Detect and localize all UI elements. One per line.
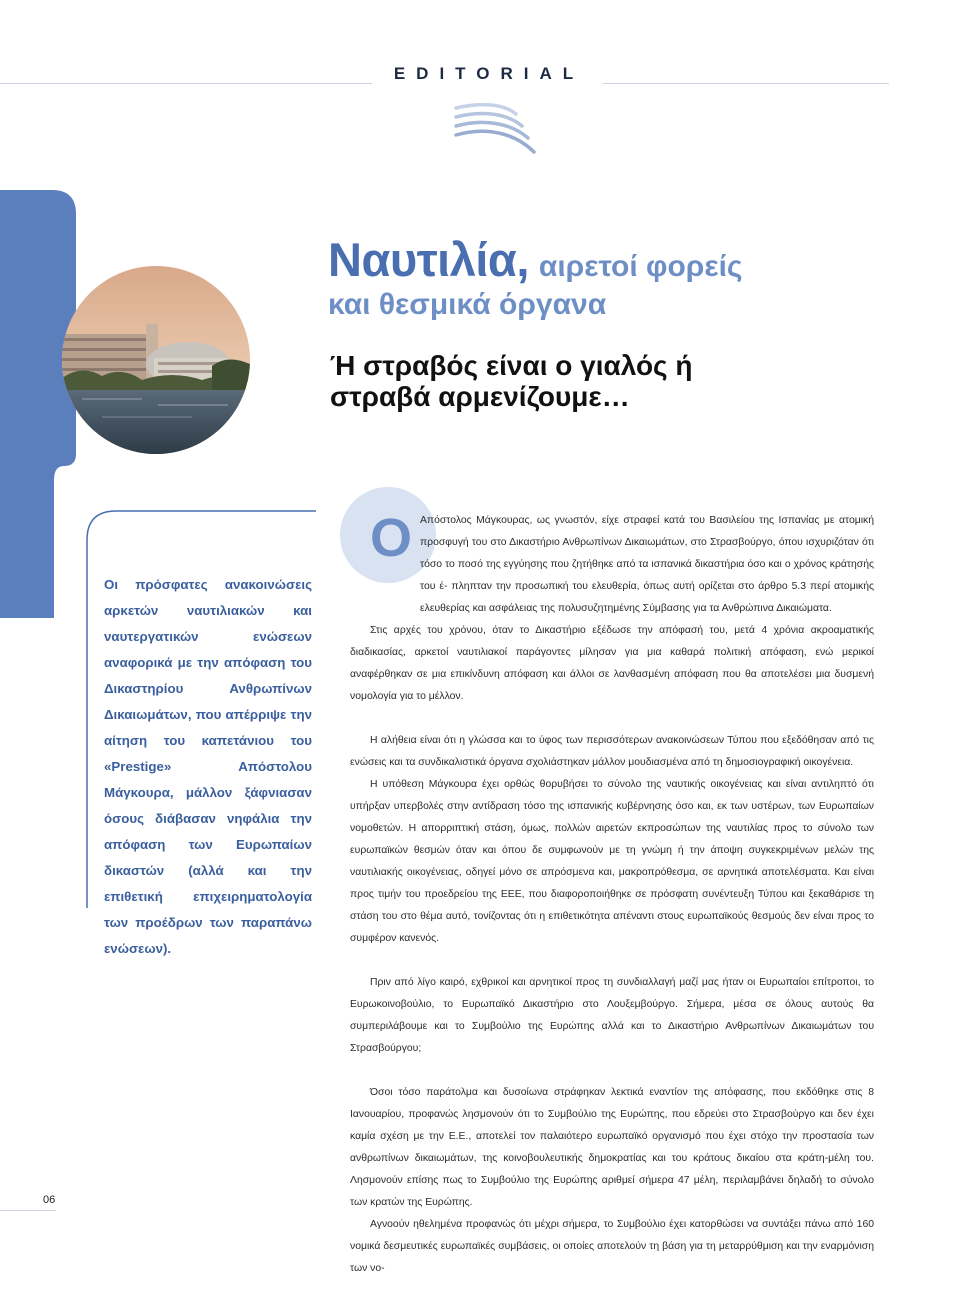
article-paragraph: Αγνοούν ηθελημένα προφανώς ότι μέχρι σήμερα, το Συμβούλιο έχει κατορθώσει να συντάξει πάνω από 160 νομικά δεσμευτικές ευρωπαϊκές συμβάσεις, οι οποίες αποτελούν τη βάση για τη μεταρρύθμιση και την εναρμόνιση των νο-	[350, 1219, 874, 1274]
strasbourg-court-photo	[62, 266, 250, 454]
article-paragraph: Όσοι τόσο παράτολμα και δυσοίωνα στράφηκαν λεκτικά εναντίον της απόφασης, που εκδόθηκε στις 8 Ιανουαρίου, προφανώς λησμονούν ότι το Συμβούλιο της Ευρώπης, που εδρεύει στο Στρασβούργο και δεν έχει καμία σχέση με την Ε.Ε., αποτελεί τον παλαιότερο ευρωπαϊκό οργανισμό που έχει στόχο την προστασία των ανθρωπίνων δικαιωμάτων, της κοινοβουλευτικής δημοκρατίας και του κράτους δικαίου στα κράτη-μέλη του. Λησμονούν επίσης πως το Συμβούλιο της Ευρώπης αριθμεί σήμερα 47 μέλη, περιλαμβάνει δηλαδή το σύνολο των κρατών της Ευρώπης.	[350, 1087, 874, 1208]
article-paragraph: Στις αρχές του χρόνου, όταν το Δικαστήριο εξέδωσε την απόφασή του, μετά 4 χρόνια ακροαματικής διαδικασίας, αρκετοί ναυτιλιακοί παράγοντες μίλησαν για μια καθαρά πολιτική απόφαση, ενώ μερικοί αναφέρθηκαν σε μια επικίνδυνη απόφαση και άλλοι σε λανθασμένη απόφαση που θα αποτελέσει μια δυσμενή νομολογία για το μέλλον.	[350, 625, 874, 702]
title-main: Ναυτιλία,	[328, 233, 529, 286]
article-paragraph: Πριν από λίγο καιρό, εχθρικοί και αρνητικοί προς τη συνδιαλλαγή μαζί μας ήταν οι Ευρωπαίοι επίτροποι, το Ευρωκοινοβούλιο, το Ευρωπαϊκό Δικαστήριο στο Λουξεμβούργο. Σήμερα, μέσα σε όλους αυτούς θα συμπεριλάβουμε και το Συμβούλιο της Ευρώπης αλλά και το Δικαστήριο Ανθρωπίνων Δικαιωμάτων του Στρασβούργου;	[350, 977, 874, 1054]
article-paragraph	[350, 510, 874, 620]
subtitle: Ή στραβός είναι ο γιαλός ή στραβά αρμενίζουμε…	[330, 350, 693, 412]
article-paragraph-rest: πληπταν την προσωπική του ελευθερία, όπως αυτή ορίζεται στο άρθρο 5.3 περί ατομικής ελευθερίας και ασφάλειας της πολυσυζητημένης Σύμβασης για τα Ανθρώπινα Δικαιώματα.	[420, 581, 874, 614]
page-number: 06	[43, 1194, 56, 1206]
header-rule-left	[0, 83, 372, 84]
article-paragraph-wrapped: Απόστολος Μάγκουρας, ως γνωστόν, είχε στραφεί κατά του Βασιλείου της Ισπανίας με ατομική προσφυγή του στο Δικαστήριο Ανθρωπίνων Δικαιωμάτων, στο Στρασβούργο, όπου ισχυριζόταν ότι τόσο το ποσό της εγγύησης που ζητήθηκε από τα ισπανικά δικαστήρια όσο και ο χρόνος κράτησής του έ-	[420, 515, 874, 592]
article-paragraph: Η υπόθεση Μάγκουρα έχει ορθώς θορυβήσει το σύνολο της ναυτικής οικογένειας και είναι αντιληπτό ότι υπήρξαν υπερβολές στην αντίδραση τόσο της ισπανικής κυβέρνησης όσο και, εκ των υστέρων, των Ευρωπαίων νομοθετών. Η απορριπτική στάση, όμως, πολλών αιρετών εκπροσώπων της ναυτιλίας προς το σύνολο των ευρωπαϊκών θεσμών όταν και όπου δε συμφωνούν με τη γνώμη ή την άποψη συγκεκριμένων μελών της ναυτιλιακής οικογένειας, οδηγεί μόνο σε απρόσμενα και, μακροπρόθεσμα, σε αρνητικά αποτελέσματα. Και είναι προς τιμήν του προεδρείου της ΕΕΕ, που διαφοροποιήθηκε σε πρόσφατη συνέντευξη Τύπου και ξεκαθάρισε τη στάση του στο θέμα αυτό, τονίζοντας ότι η επιθετικότητα απέναντι στους ευρωπαϊκούς θεσμούς δεν είναι προς το συμφέρον κανενός.	[350, 779, 874, 944]
drop-cap: Ο	[370, 508, 413, 568]
side-tab	[0, 190, 76, 618]
section-label: EDITORIAL	[393, 64, 585, 83]
title-rest: αιρετοί φορείς	[538, 250, 743, 283]
footer-rule	[0, 1210, 56, 1211]
header-rule-right	[603, 83, 889, 84]
pullquote: Οι πρόσφατες ανακοινώσεις αρκετών ναυτιλιακών και ναυτεργατικών ενώσεων αναφορικά με την απόφαση του Δικαστηρίου Ανθρωπίνων Δικαιωμάτων, που απέρριψε την αίτηση του καπετάνιου του «Prestige» Απόστολου Μάγκουρα, μάλλον ξάφνιασαν όσους διάβασαν νηφάλια την απόφαση των Ευρωπαίων δικαστών (αλλά και την επιθετική επιχειρηματολογία των προέδρων των παραπάνω ενώσεων).	[104, 577, 312, 956]
article-body	[350, 510, 874, 1280]
article-paragraph: Η αλήθεια είναι ότι η γλώσσα και το ύφος των περισσότερων ανακοινώσεων Τύπου που εξεδόθησαν από τις ενώσεις και τα συνδικαλιστικά όργανα σχολιάστηκαν μάλλον μουδιασμένα από τη δημοσιογραφική οικογένεια.	[350, 735, 874, 768]
title-line2: και θεσμικά όργανα	[328, 288, 607, 321]
waves-logo-icon	[452, 100, 538, 158]
article-title	[328, 232, 743, 287]
